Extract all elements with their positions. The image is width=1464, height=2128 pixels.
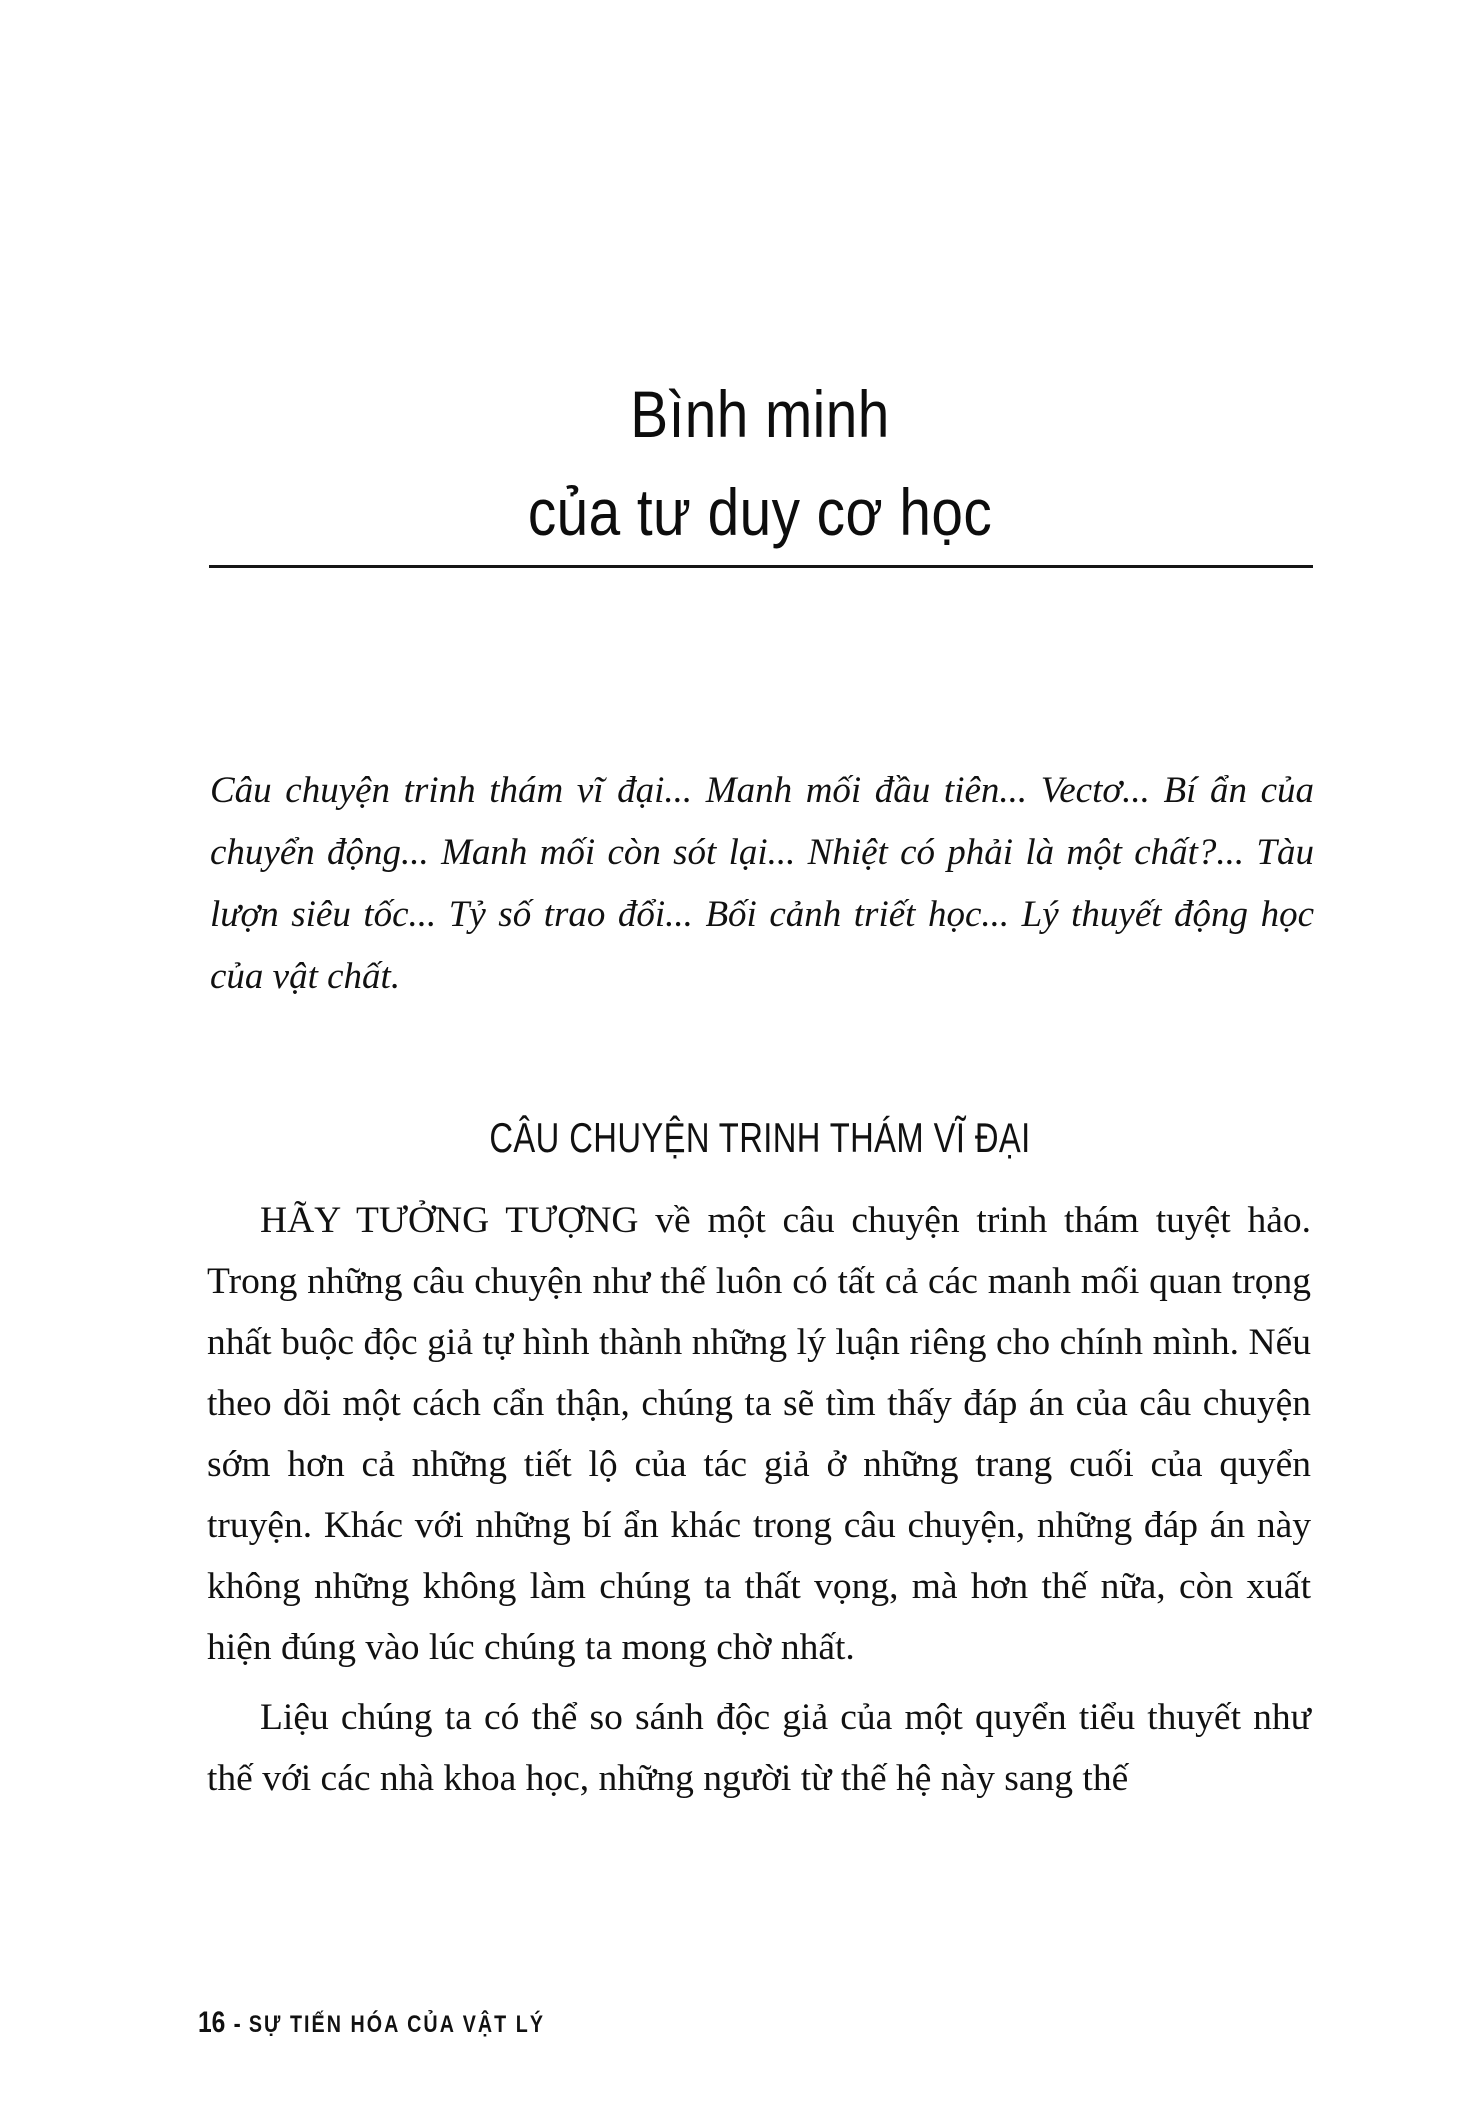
- paragraph: HÃY TƯỞNG TƯỢNG về một câu chuyện trinh thám tuyệt hảo. Trong những câu chuyện như thế luôn có tất cả các manh mối quan trọng nhất buộc độc giả tự hình thành những lý luận riêng cho chính mình. Nếu theo dõi một cách cẩn thận, chúng ta sẽ tìm thấy đáp án của câu chuyện sớm hơn cả những tiết lộ của tác giả ở những trang cuối của quyển truyện. Khác với những bí ẩn khác trong câu chuyện, những đáp án này không những không làm chúng ta thất vọng, mà hơn thế nữa, còn xuất hiện đúng vào lúc chúng ta mong chờ nhất.: [207, 1200, 1311, 1668]
- page-number: 16: [198, 2006, 226, 2039]
- title-divider-rule: [209, 565, 1313, 568]
- chapter-title: [284, 365, 1235, 561]
- footer-separator: -: [233, 2008, 241, 2038]
- chapter-title-line-1: Bình minh: [630, 377, 890, 451]
- chapter-summary: Câu chuyện trinh thám vĩ đại... Manh mối đầu tiên... Vectơ... Bí ẩn của chuyển động... Manh mối còn sót lại... Nhiệt có phải là một chất?... Tàu lượn siêu tốc... Tỷ số trao đổi... Bối cảnh triết học... Lý thuyết động học của vật chất.: [210, 770, 1314, 997]
- page-footer: [198, 2006, 545, 2040]
- body-text: [207, 1190, 1311, 1818]
- section-heading: CÂU CHUYỆN TRINH THÁM VĨ ĐẠI: [489, 1114, 1031, 1161]
- chapter-title-line-2: của tư duy cơ học: [527, 475, 993, 549]
- paragraph: Liệu chúng ta có thể so sánh độc giả của một quyển tiểu thuyết như thế với các nhà khoa học, những người từ thế hệ này sang thế: [207, 1697, 1311, 1799]
- running-book-title: SỰ TIẾN HÓA CỦA VẬT LÝ: [248, 2011, 546, 2038]
